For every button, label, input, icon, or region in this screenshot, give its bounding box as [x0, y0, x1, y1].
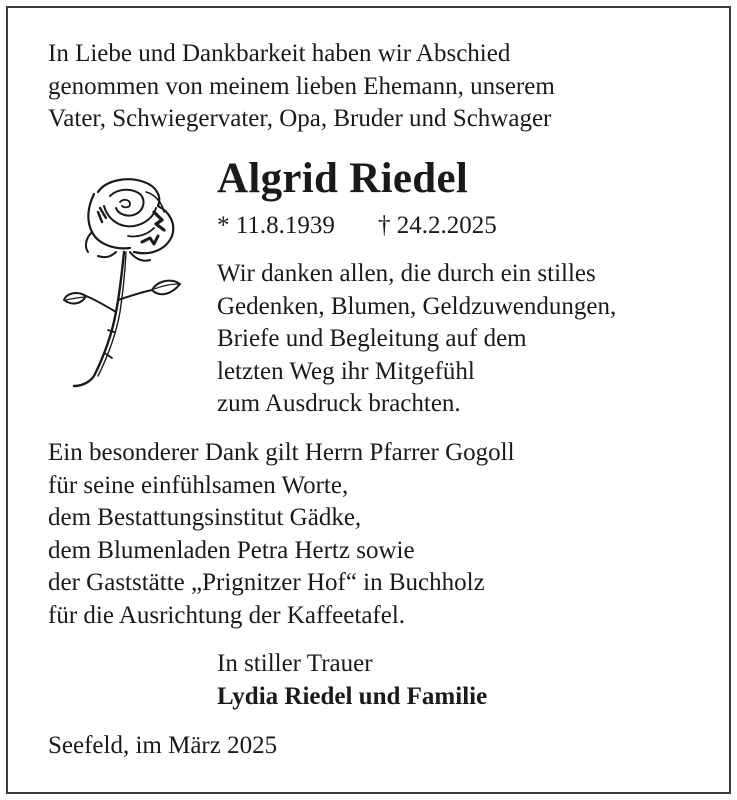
death-date: † 24.2.2025 [378, 212, 497, 239]
thanks-line: Wir danken allen, die durch ein stilles [217, 260, 596, 287]
special-thanks-text [48, 437, 515, 632]
intro-line: In Liebe und Dankbarkeit haben wir Abschied [48, 40, 511, 67]
special-thanks-line: dem Blumenladen Petra Hertz sowie [48, 536, 415, 564]
intro-line: Vater, Schwiegervater, Opa, Bruder und Schwager [48, 105, 552, 132]
thanks-text [217, 258, 616, 421]
thanks-line: Briefe und Begleitung auf dem [217, 325, 527, 352]
family-signature: Lydia Riedel und Familie [217, 683, 488, 710]
intro-text [48, 38, 555, 136]
special-thanks-line: dem Bestattungsinstitut Gädke, [48, 504, 362, 531]
special-thanks-line: für seine einfühlsamen Worte, [48, 471, 349, 499]
special-thanks-line: Ein besonderer Dank gilt Herrn Pfarrer Gogoll [48, 439, 515, 466]
thanks-line: letzten Weg ihr Mitgefühl [217, 357, 475, 385]
thanks-line: zum Ausdruck brachten. [217, 390, 461, 417]
intro-line: genommen von meinem lieben Ehemann, unserem [48, 72, 555, 100]
closing-phrase: In stiller Trauer [217, 650, 373, 677]
deceased-name: Algrid Riedel [217, 155, 469, 202]
place-date: Seefeld, im März 2025 [48, 732, 278, 759]
special-thanks-line: für die Ausrichtung der Kaffeetafel. [48, 601, 406, 629]
thanks-line: Gedenken, Blumen, Geldzuwendungen, [217, 292, 617, 320]
special-thanks-line: der Gaststätte „Prignitzer Hof“ in Buchholz [48, 569, 485, 596]
birth-date: * 11.8.1939 [217, 212, 335, 239]
rose-icon [58, 172, 186, 390]
